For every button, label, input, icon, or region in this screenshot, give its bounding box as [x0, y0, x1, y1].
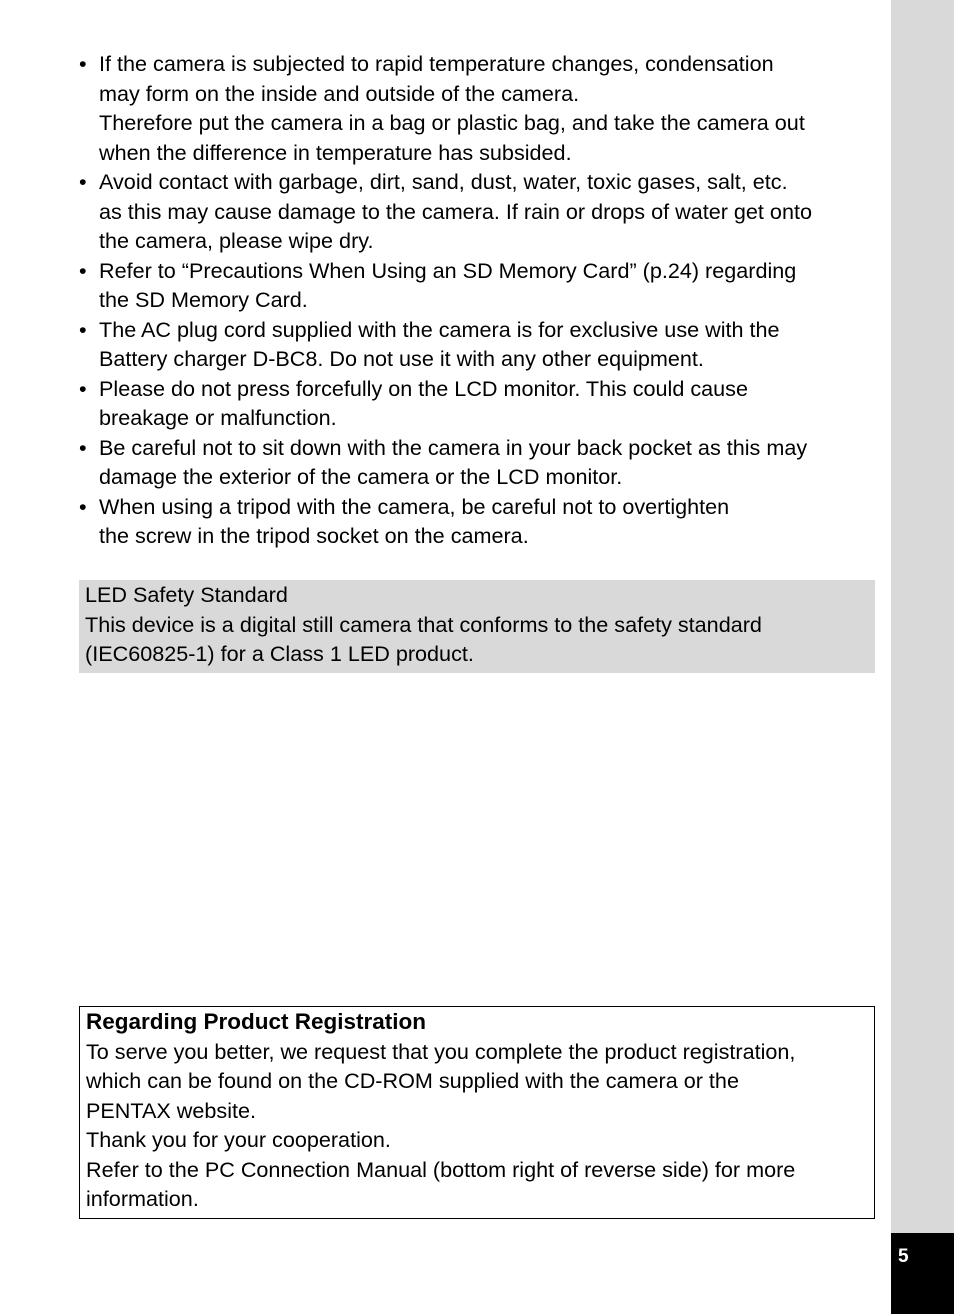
registration-line: Thank you for your cooperation.: [86, 1127, 391, 1152]
bullet-mark: •: [79, 493, 87, 519]
bullet-condensation: [79, 49, 879, 167]
side-strip: [891, 0, 954, 1314]
bullet-line: Refer to “Precautions When Using an SD Memory Card” (p.24) regarding: [99, 257, 797, 283]
led-notice-line: (IEC60825-1) for a Class 1 LED product.: [85, 641, 474, 666]
led-notice-title: LED Safety Standard: [85, 582, 288, 607]
registration-title: Regarding Product Registration: [86, 1009, 427, 1034]
page-number: 5: [898, 1246, 909, 1267]
bullet-line: If the camera is subjected to rapid temperature changes, condensation: [99, 51, 774, 76]
bullet-line: the SD Memory Card.: [99, 287, 308, 312]
bullet-line: Please do not press forcefully on the LCD monitor. This could cause: [99, 375, 748, 401]
bullet-lcd-pressure: [79, 374, 879, 433]
bullet-line: the camera, please wipe dry.: [99, 228, 374, 253]
bullet-line: may form on the inside and outside of the camera.: [99, 80, 580, 106]
bullet-line: as this may cause damage to the camera. If rain or drops of water get onto: [99, 198, 812, 224]
bullet-line: the screw in the tripod socket on the camera.: [99, 523, 529, 548]
bullet-line: Be careful not to sit down with the camera in your back pocket as this may: [99, 434, 808, 460]
registration-line: which can be found on the CD-ROM supplied with the camera or the: [86, 1068, 739, 1093]
bullet-line: Battery charger D-BC8. Do not use it with any other equipment.: [99, 346, 704, 371]
bullet-mark: •: [79, 257, 87, 283]
bullet-line: when the difference in temperature has subsided.: [99, 139, 572, 165]
registration-line: To serve you better, we request that you complete the product registration,: [86, 1038, 796, 1064]
bullet-line: The AC plug cord supplied with the camera is for exclusive use with the: [99, 316, 780, 342]
bullet-mark: •: [79, 375, 87, 401]
bullet-back-pocket: [79, 433, 879, 492]
bullet-line: Therefore put the camera in a bag or plastic bag, and take the camera out: [99, 110, 805, 135]
registration-line: information.: [86, 1186, 199, 1211]
bullet-avoid-contact: [79, 167, 879, 256]
precautions-list: [79, 49, 879, 551]
bullet-sd-card: [79, 256, 879, 315]
bullet-line: When using a tripod with the camera, be careful not to overtighten: [99, 493, 730, 519]
bullet-tripod: [79, 492, 879, 551]
bullet-line: breakage or malfunction.: [99, 405, 337, 430]
registration-line: PENTAX website.: [86, 1097, 257, 1123]
led-safety-notice: [79, 580, 875, 673]
product-registration-box: [79, 1006, 875, 1219]
led-notice-line: This device is a digital still camera that conforms to the safety standard: [85, 611, 762, 637]
bullet-line: Avoid contact with garbage, dirt, sand, dust, water, toxic gases, salt, etc.: [99, 169, 788, 194]
bullet-line: damage the exterior of the camera or the LCD monitor.: [99, 464, 623, 489]
bullet-mark: •: [79, 169, 87, 194]
bullet-mark: •: [79, 51, 87, 76]
bullet-mark: •: [79, 434, 87, 460]
registration-line: Refer to the PC Connection Manual (bottom right of reverse side) for more: [86, 1156, 796, 1182]
bullet-ac-plug: [79, 315, 879, 374]
bullet-mark: •: [79, 316, 87, 342]
